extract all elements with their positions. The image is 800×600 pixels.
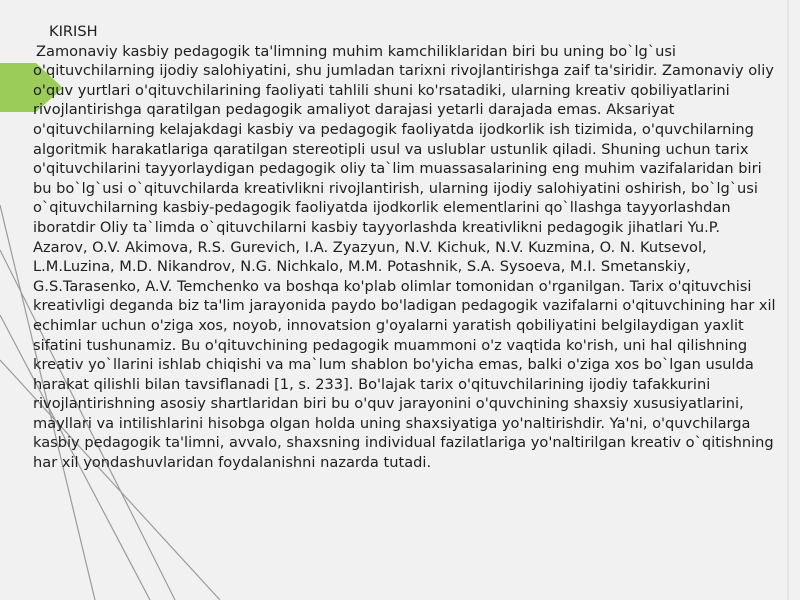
slide-paragraph: Zamonaviy kasbiy pedagogik ta'limning muhim kamchiliklaridan biri bu uning bo`lg`usi o'qituvchilarning ijodiy salohiyatini, shu jumladan tarixni rivojlantirishga zaif ta'siridir. Zamonaviy oliy o'quv yurtlari o'qituvchilarining faoliyati tahlili shuni ko'rsatadiki, ularning kreativ qobiliyatlarini rivojlantirishga qaratilgan pedagogik amaliyot darajasi yetarli darajada emas. Aksariyat o'qituvchilarning kelajakdagi kasbiy va pedagogik faoliyatda ijodkorlik ish tizimida, o'quvchilarning algoritmik harakatlariga qaratilgan stereotipli usul va uslublar ustunlik qiladi. Shuning uchun tarix o'qituvchilarini tayyorlaydigan pedagogik oliy ta`lim muassasalarining eng muhim vazifalaridan biri bu bo`lg`usi o`qituvchilarda kreativlikni rivojlantirish, ularning ijodiy salohiyatini oshirish, bo`lg`usi o`qituvchilarning kasbiy-pedagogik faoliyatda ijodkorlik elementlarini qo`llashga tayyorlashdan iboratdir Oliy ta`limda o`qituvchilarni kasbiy tayyorlashda kreativlikni pedagogik jihatlari Yu.P. Azarov, O.V. Akimova, R.S. Gurevich, I.A. Zyazyun, N.V. Kichuk, N.V. Kuzmina, O. N. Kutsevol, L.M.Luzina, M.D. Nikandrov, N.G. Nichkalo, M.M. Potashnik, S.A. Sysoeva, M.I. Smetanskiy, G.S.Tarasenko, A.V. Temchenko va boshqa ko'plab olimlar tomonidan o'rganilgan. Tarix o'qituvchisi kreativligi deganda biz ta'lim jarayonida paydo bo'ladigan pedagogik vazifalarni o'qituvchining har xil echimlar uchun o'ziga xos, noyob, innovatsion g'oyalarni yaratish qobiliyatini belgilaydigan yaxlit sifatini tushunamiz. Bu o'qituvchining pedagogik muammoni o'z vaqtida ko'rish, uni hal qilishning kreativ yo`llarini ishlab chiqishi va ma`lum shablon bo'yicha emas, balki o'ziga xos bo`lgan usulda harakat qilishli bilan tavsiflanadi [1, s. 233]. Bo'lajak tarix o'qituvchilarining ijodiy tafakkurini rivojlantirishning asosiy shartlaridan biri bu o'quv jarayonini o'quvchining shaxsiy xususiyatlarini, mayllari va intilishlarini hisobga olgan holda uning shaxsiyatiga yo'naltirishdir. Ya'ni, o'quvchilarga kasbiy pedagogik ta'limni, avvalo, shaxsning individual fazilatlariga yo'naltirilgan kreativ o`qitishning har xil yondashuvlaridan foydalanishni nazarda tutadi. bbox=[33, 42, 776, 472]
slide-body bbox=[33, 22, 779, 473]
slide-heading: KIRISH bbox=[49, 23, 98, 40]
